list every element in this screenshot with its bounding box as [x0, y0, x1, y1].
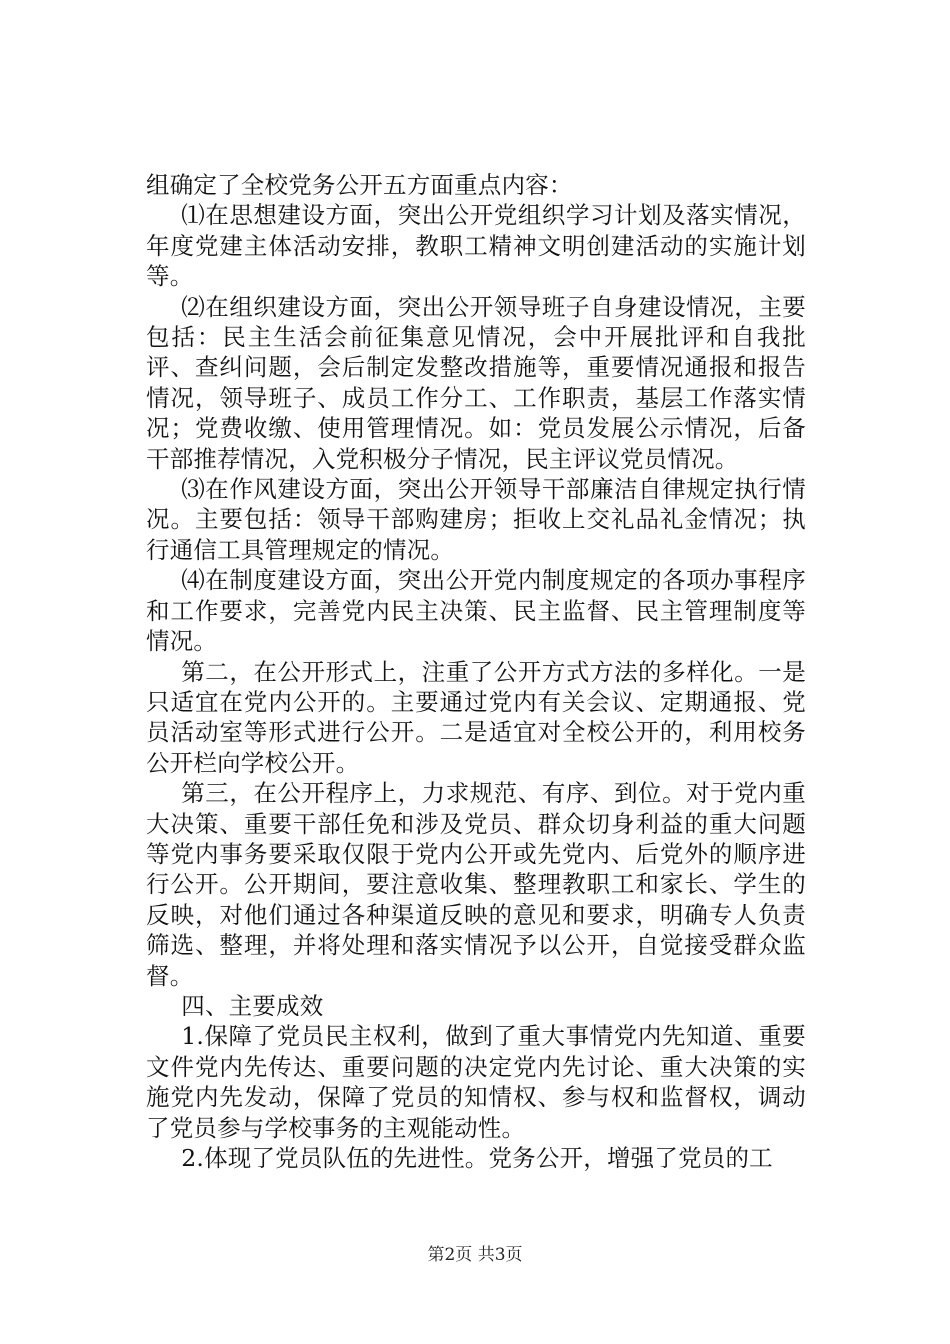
paragraph-ideology: ⑴在思想建设方面，突出公开党组织学习计划及落实情况，年度党建主体活动安排，教职工精神文明创建活动的实施计划等。: [146, 201, 806, 291]
paragraph-work-style: ⑶在作风建设方面，突出公开领导干部廉洁自律规定执行情况。主要包括：领导干部购建房；拒收上交礼品礼金情况；执行通信工具管理规定的情况。: [146, 475, 806, 564]
document-body: [146, 170, 806, 1173]
paragraph-institution: ⑷在制度建设方面，突出公开党内制度规定的各项办事程序和工作要求，完善党内民主决策、民主监督、民主管理制度等情况。: [146, 566, 806, 656]
paragraph-form: 第二，在公开形式上，注重了公开方式方法的多样化。一是只适宜在党内公开的。主要通过党内有关会议、定期通报、党员活动室等形式进行公开。二是适宜对全校公开的，利用校务公开栏向学校公开。: [146, 657, 806, 777]
paragraph-result-1: 1.保障了党员民主权利，做到了重大事情党内先知道、重要文件党内先传达、重要问题的决定党内先讨论、重大决策的实施党内先发动，保障了党员的知情权、参与权和监督权，调动了党员参与学校事务的主观能动性。: [146, 1022, 806, 1142]
paragraph-procedure: 第三，在公开程序上，力求规范、有序、到位。对于党内重大决策、重要干部任免和涉及党员、群众切身利益的重大问题等党内事务要采取仅限于党内公开或先党内、后党外的顺序进行公开。公开期间，要注意收集、整理教职工和家长、学生的反映，对他们通过各种渠道反映的意见和要求，明确专人负责筛选、整理，并将处理和落实情况予以公开，自觉接受群众监督。: [146, 779, 806, 990]
page-number-footer: 第2页 共3页: [427, 1245, 523, 1265]
paragraph-result-2: 2.体现了党员队伍的先进性。党务公开，增强了党员的工: [181, 1144, 773, 1172]
section-heading-results: 四、主要成效: [181, 991, 324, 1020]
paragraph-organization: ⑵在组织建设方面，突出公开领导班子自身建设情况，主要包括：民主生活会前征集意见情况，会中开展批评和自我批评、查纠问题，会后制定发整改措施等，重要情况通报和报告情况，领导班子、成员工作分工、工作职责，基层工作落实情况；党费收缴、使用管理情况。如：党员发展公示情况，后备干部推荐情况，入党积极分子情况，民主评议党员情况。: [146, 292, 806, 473]
paragraph-intro: 组确定了全校党务公开五方面重点内容：: [146, 171, 573, 199]
